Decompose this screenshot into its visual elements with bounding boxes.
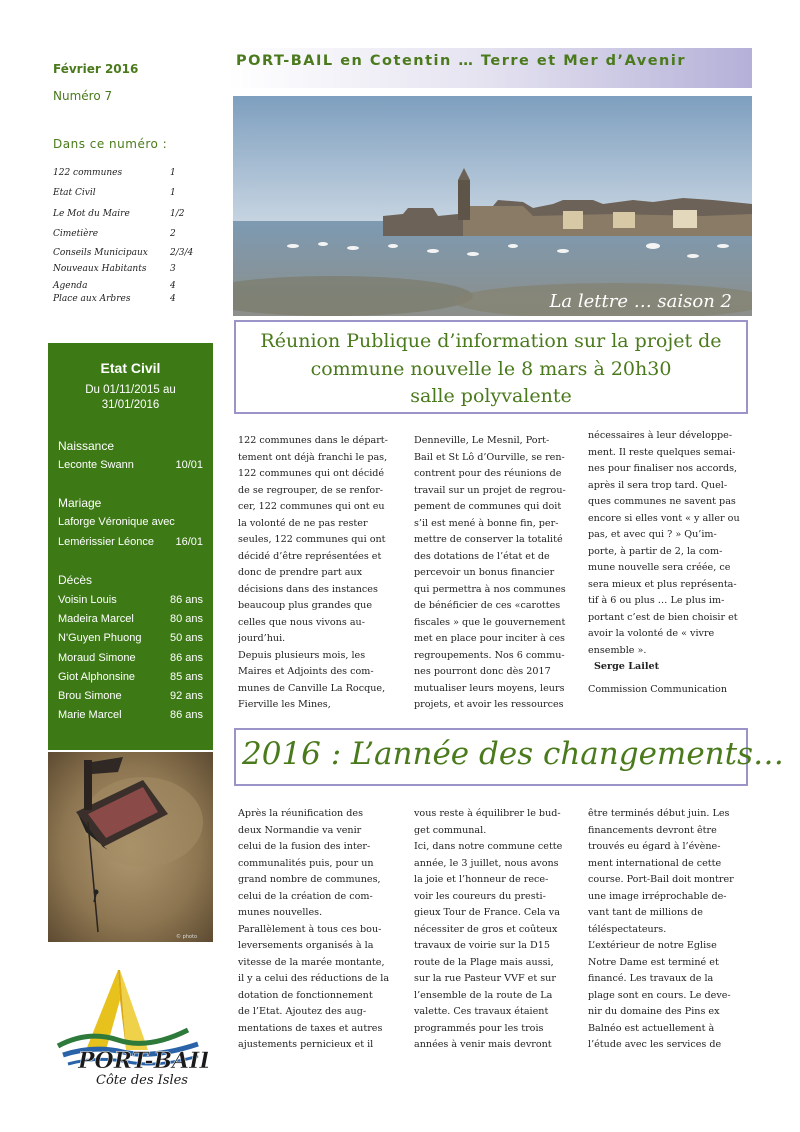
- deces-entry-value: 50 ans: [169, 632, 203, 645]
- article-line: plage sont en cours. Le deve-: [588, 989, 731, 1001]
- deces-entry: [58, 632, 203, 646]
- article-line: financements devront être: [588, 824, 717, 836]
- mariage-entry: [58, 536, 203, 550]
- article-line: tif à 6 ou plus … Le plus im-: [588, 595, 725, 606]
- article-line: mettre de conserver la totalité: [414, 534, 563, 545]
- article-line: ques communes ne savent pas: [588, 496, 736, 507]
- article-line: sera mieux et plus représenta-: [588, 578, 737, 590]
- article-line: Ici, dans notre commune cette: [414, 841, 563, 852]
- toc-item: [53, 188, 203, 202]
- article-line: seules, 122 communes qui ont: [238, 534, 386, 545]
- article-line: nes pourront donc dès 2017: [414, 666, 551, 677]
- mariage-entry-name: Lemérissier Léonce: [58, 536, 154, 548]
- article-line: qui permettra à nos communes: [414, 583, 566, 595]
- article-line: Fierville les Mines,: [238, 699, 331, 710]
- article-line: années à venir mais devront: [414, 1039, 552, 1050]
- article2-column-1: [238, 806, 398, 1054]
- article-line: il y a celui des réductions de la: [238, 973, 390, 984]
- article-line: nes pour finaliser nos accords,: [588, 463, 738, 474]
- article-line: munes nouvelles.: [238, 907, 323, 918]
- headline-line: Réunion Publique d’information sur la projet de: [260, 330, 722, 352]
- article-line: 122 communes qui ont décidé: [238, 468, 385, 479]
- article-line: l’ensemble de la route de La: [414, 989, 553, 1001]
- article-line: pement de communes qui doit: [414, 501, 562, 512]
- article-line: voir les coureurs du presti-: [414, 890, 546, 902]
- toc-item-page: 2/3/4: [170, 248, 194, 258]
- article-line: course. Port-Bail doit montrer: [588, 874, 734, 885]
- article-line: la volonté de ne pas rester: [238, 517, 368, 529]
- toc-item-label: Conseils Municipaux: [53, 248, 148, 258]
- toc-item-label: 122 communes: [53, 168, 123, 178]
- deces-entry-name: Brou Simone: [58, 690, 122, 702]
- article-line: percevoir un bonus financier: [414, 567, 555, 578]
- article-line: dotation de fonctionnement: [238, 989, 373, 1001]
- toc-item: [53, 168, 203, 182]
- header-band: [228, 48, 752, 88]
- deces-entry-value: 85 ans: [169, 670, 203, 683]
- toc-item-label: Etat Civil: [53, 188, 96, 198]
- photo-caption: La lettre … saison 2: [549, 291, 732, 312]
- toc-item: [53, 281, 203, 295]
- issue-number: Numéro 7: [53, 89, 113, 103]
- article-line: programmés pour les trois: [414, 1022, 544, 1034]
- deces-entry: [58, 652, 203, 666]
- etat-civil-box: [48, 343, 213, 750]
- article-line: ensemble ».: [588, 644, 647, 656]
- article1-headline-box: [234, 320, 748, 414]
- article-line: munes de Canville La Rocque,: [238, 682, 386, 694]
- article2-column-3: [588, 806, 748, 1054]
- article-line: de l’Etat. Ajoutez des aug-: [238, 1006, 367, 1017]
- deces-entry: [58, 594, 203, 608]
- toc-item-page: 1/2: [170, 209, 185, 219]
- article-line: de bénéficier de ces «carottes: [414, 600, 561, 611]
- deces-heading: Décès: [58, 573, 93, 587]
- mariage-entry-name: Laforge Véronique avec: [58, 516, 175, 528]
- article-line: téléspectateurs.: [588, 923, 667, 935]
- article-line: trouvés eu égard à l’évène-: [588, 841, 721, 852]
- svg-text:© photo: © photo: [176, 934, 198, 940]
- article1-headline: [236, 328, 746, 411]
- deces-entry: [58, 709, 203, 723]
- toc-item: [53, 294, 203, 308]
- article-line: deux Normandie va venir: [238, 824, 362, 836]
- etat-civil-title: Etat Civil: [100, 360, 161, 376]
- article1-column-3: [588, 428, 748, 698]
- article-line: Depuis plusieurs mois, les: [238, 649, 366, 661]
- article1-signature-role: Commission Communication: [588, 683, 728, 695]
- article-line: après il sera trop tard. Quel-: [588, 479, 728, 491]
- toc-item-label: Place aux Arbres: [53, 294, 131, 304]
- article-line: vitesse de la marée montante,: [238, 956, 385, 968]
- toc-item-page: 1: [170, 168, 176, 178]
- article2-headline: 2016 : L’année des changements…: [242, 736, 785, 772]
- deces-entry-value: 92 ans: [169, 690, 203, 702]
- port-bail-logo: [48, 960, 208, 1090]
- article-line: travaux de voirie sur la D15: [414, 940, 550, 951]
- article-line: grand nombre de communes,: [238, 874, 381, 885]
- article-line: celles que nous vivons au-: [238, 616, 365, 628]
- deces-entry-name: Voisin Louis: [58, 594, 117, 606]
- deces-entry-value: 86 ans: [169, 709, 203, 722]
- deces-entry: [58, 671, 203, 685]
- article-line: travail sur un projet de regrou-: [414, 484, 566, 496]
- deces-entry: [58, 690, 203, 704]
- article-line: beaucoup plus grandes que: [238, 600, 373, 611]
- article-line: une image irréprochable de-: [588, 890, 727, 902]
- deces-entry-name: Marie Marcel: [58, 709, 122, 722]
- article-line: Notre Dame est terminé et: [588, 956, 719, 968]
- article-line: valette. Ces travaux étaient: [414, 1006, 549, 1017]
- deces-entry-name: Giot Alphonsine: [58, 670, 136, 683]
- article-line: être terminés début juin. Les: [588, 808, 730, 819]
- article1-column-2: [414, 433, 574, 714]
- article-line: L’extérieur de notre Eglise: [588, 940, 717, 951]
- article-line: porte, à partir de 2, la com-: [588, 545, 723, 557]
- article-line: communalités puis, pour un: [238, 857, 374, 869]
- article-line: celui de la création de com-: [238, 890, 373, 902]
- article-line: vant tant de millions de: [588, 907, 703, 918]
- toc-item-page: 3: [170, 264, 176, 274]
- boat-photo: [48, 752, 213, 942]
- article-line: leversements organisés à la: [238, 940, 374, 951]
- article-line: Parallèlement à tous ces bou-: [238, 923, 382, 935]
- article-line: get communal.: [414, 824, 487, 836]
- article-line: mentations de taxes et autres: [238, 1022, 383, 1034]
- article1-column-1: [238, 433, 398, 714]
- toc-item-label: Le Mot du Maire: [53, 209, 130, 219]
- article-line: nir du domaine des Pins ex: [588, 1006, 720, 1017]
- article-line: financé. Les travaux de la: [588, 973, 714, 984]
- toc-item-page: 4: [170, 281, 176, 291]
- article-line: ment. Il reste quelques semai-: [588, 446, 736, 458]
- deces-entry-name: N'Guyen Phuong: [58, 632, 142, 645]
- article2-headline-box: [234, 728, 785, 786]
- article-line: Denneville, Le Mesnil, Port-: [414, 435, 550, 446]
- toc-item-label: Agenda: [53, 281, 88, 291]
- article-line: l’étude avec les services de: [588, 1039, 722, 1050]
- toc-item: [53, 264, 203, 278]
- article-line: des dotations de l’état et de: [414, 550, 550, 562]
- article-line: pas, et avec qui ? » Qu’im-: [588, 529, 717, 540]
- article-line: la joie et l’honneur de rece-: [414, 874, 549, 885]
- article-line: décisions dans des instances: [238, 583, 378, 595]
- article-line: encore si elles vont « y aller ou: [588, 512, 740, 524]
- article-line: contrent pour des réunions de: [414, 468, 562, 479]
- toc-item-page: 2: [170, 229, 176, 239]
- toc-item-page: 4: [170, 294, 176, 304]
- headline-line: salle polyvalente: [410, 385, 572, 407]
- article-line: sur la rue Pasteur VVF et sur: [414, 973, 556, 984]
- toc-item: [53, 209, 203, 223]
- mariage-entry: [58, 516, 203, 530]
- article-line: met en place pour inciter à ces: [414, 633, 565, 644]
- article-line: ajustements pernicieux et il: [238, 1039, 374, 1050]
- article-line: nécessiter de gros et coûteux: [414, 923, 558, 935]
- deces-entry: [58, 613, 203, 627]
- naissance-entry-name: Leconte Swann: [58, 459, 134, 471]
- article-line: donc de prendre part aux: [238, 567, 363, 578]
- deces-entry-value: 80 ans: [169, 613, 203, 626]
- article-line: mune nouvelle sera créée, ce: [588, 562, 731, 573]
- harbor-photo: [233, 96, 752, 316]
- issue-date: Février 2016: [53, 62, 139, 76]
- naissance-entry-value: 10/01: [175, 459, 203, 471]
- toc-item: [53, 248, 203, 262]
- article-line: Après la réunification des: [238, 808, 363, 819]
- article-line: route de la Plage mais aussi,: [414, 956, 554, 968]
- naissance-heading: Naissance: [58, 439, 115, 453]
- article-line: décidé d’être représentées et: [238, 550, 382, 562]
- article-line: regroupements. Nos 6 commu-: [414, 649, 565, 661]
- deces-entry-value: 86 ans: [169, 594, 203, 606]
- deces-entry-name: Madeira Marcel: [58, 613, 134, 626]
- article-line: Balnéo est actuellement à: [588, 1022, 715, 1034]
- article-line: celui de la fusion des inter-: [238, 841, 371, 852]
- article-line: gieux Tour de France. Cela va: [414, 907, 560, 918]
- article-line: nécessaires à leur développe-: [588, 430, 733, 441]
- toc-title: Dans ce numéro :: [53, 137, 168, 151]
- toc-item-label: Cimetière: [53, 229, 99, 239]
- newsletter-title: PORT-BAIL en Cotentin … Terre et Mer d’Avenir: [236, 53, 687, 69]
- toc-item: [53, 229, 203, 243]
- article-line: tement ont déjà franchi le pas,: [238, 451, 388, 463]
- article-line: portant c’est de bien choisir et: [588, 611, 738, 623]
- article-line: fiscales » que le gouvernement: [414, 616, 566, 628]
- article-line: mutualiser leurs moyens, leurs: [414, 682, 565, 694]
- article-line: vous reste à équilibrer le bud-: [414, 808, 561, 819]
- article-line: projets, et avoir les ressources: [414, 699, 564, 710]
- headline-line: commune nouvelle le 8 mars à 20h30: [310, 357, 672, 380]
- mariage-heading: Mariage: [58, 496, 102, 510]
- logo-name: PORT-BAIL: [78, 1048, 208, 1074]
- article-line: ment international de cette: [588, 857, 722, 869]
- article1-signature: Serge Lailet: [594, 661, 660, 672]
- mariage-entry-value: 16/01: [175, 536, 203, 548]
- logo-tagline: Côte des Isles: [96, 1073, 188, 1088]
- article-line: cer, 122 communes qui ont eu: [238, 501, 385, 512]
- article-line: avoir la volonté de « vivre: [588, 628, 715, 639]
- article-line: 122 communes dans le départ-: [238, 435, 388, 446]
- deces-entry-name: Moraud Simone: [58, 651, 136, 664]
- etat-civil-period: Du 01/11/2015 au 31/01/2016: [85, 384, 176, 411]
- article-line: s’il est mené à bonne fin, per-: [414, 517, 559, 529]
- naissance-entry: [58, 459, 203, 473]
- article-line: Bail et St Lô d’Ourville, se ren-: [414, 451, 565, 463]
- toc-item-label: Nouveaux Habitants: [53, 264, 147, 274]
- toc-item-page: 1: [170, 188, 176, 198]
- article-line: Maires et Adjoints des com-: [238, 666, 374, 677]
- article-line: année, le 3 juillet, nous avons: [414, 857, 559, 869]
- article-line: jourd’hui.: [238, 633, 286, 644]
- article-line: de se regrouper, de se renfor-: [238, 484, 384, 496]
- article2-column-2: [414, 806, 574, 1054]
- deces-entry-value: 86 ans: [169, 651, 203, 664]
